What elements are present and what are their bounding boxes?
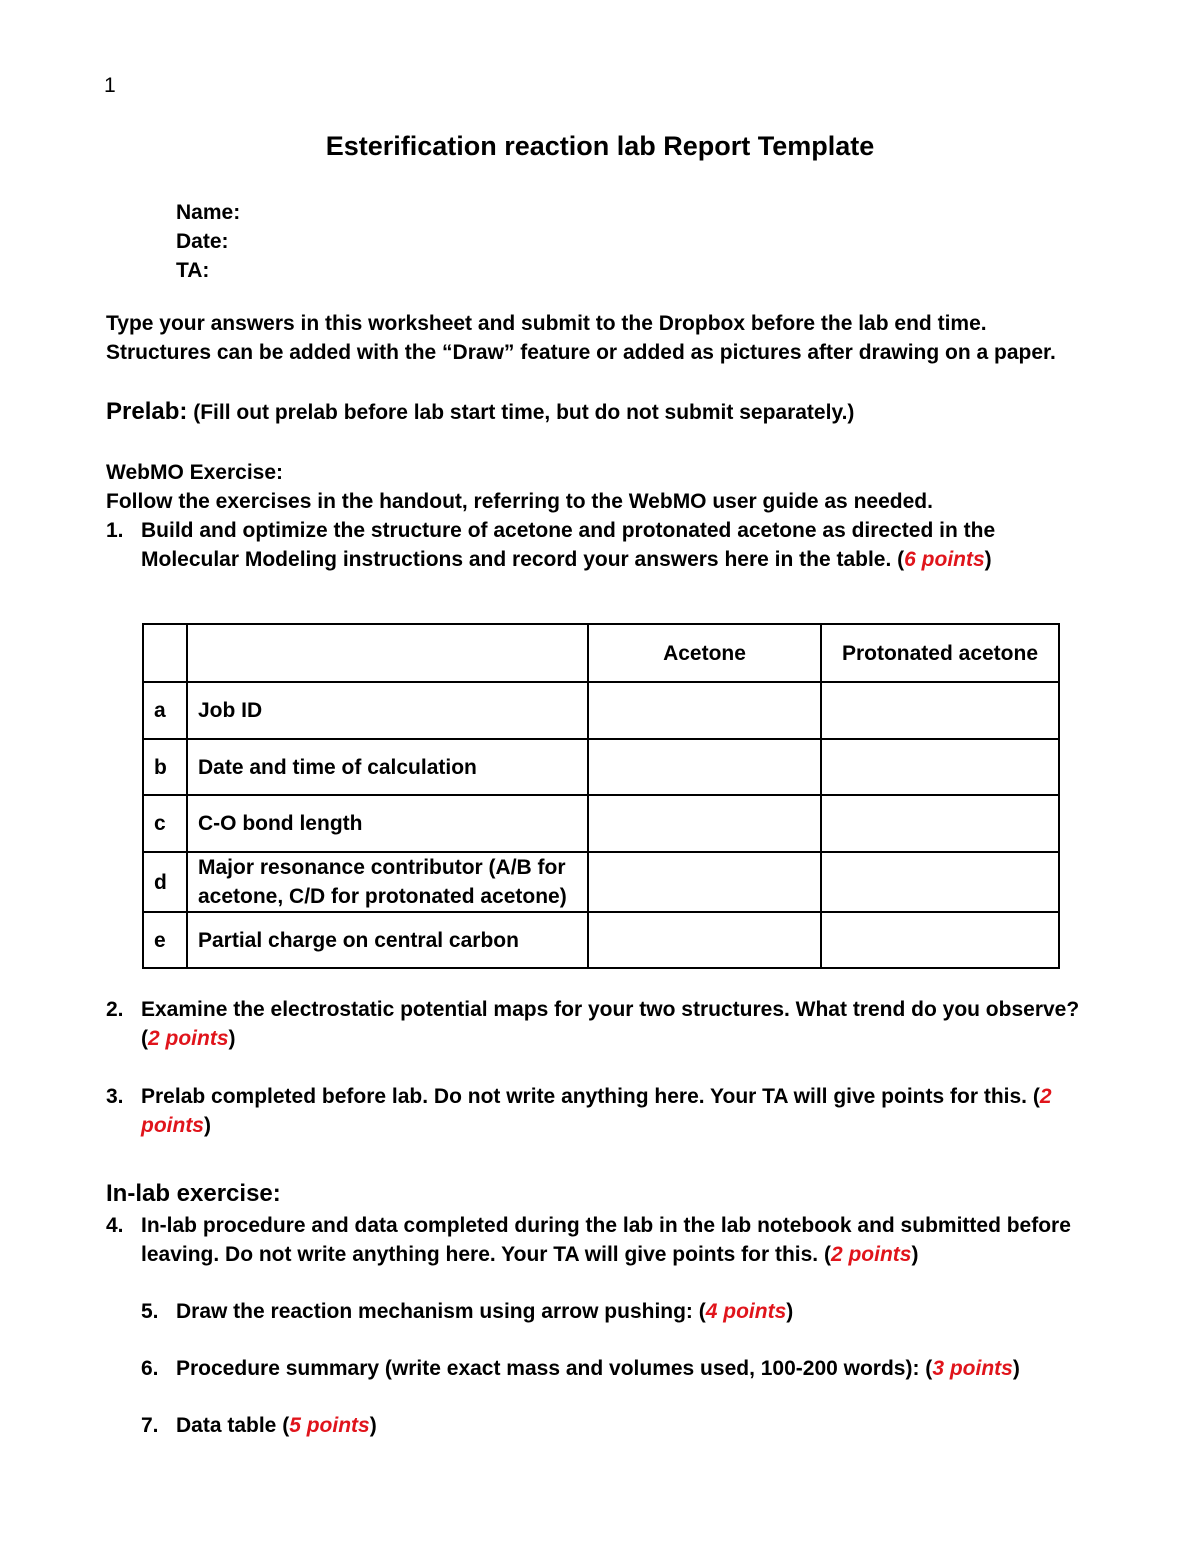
question-3-block <box>106 1082 1096 1140</box>
question-3 <box>106 1082 1096 1140</box>
question-number: 6. <box>141 1357 159 1380</box>
row-letter: a <box>143 682 187 739</box>
question-number: 1. <box>106 519 124 542</box>
row-label: C-O bond length <box>187 795 588 852</box>
row-letter: c <box>143 795 187 852</box>
header-fields <box>176 198 240 285</box>
webmo-section <box>106 458 1096 574</box>
table-header-cell <box>187 624 588 682</box>
question-text: Draw the reaction mechanism using arrow pushing: ( <box>176 1300 706 1323</box>
table-row <box>143 912 1059 968</box>
question-text: In-lab procedure and data completed during the lab in the lab notebook and submitted before leaving. Do not write anything here. Your TA will give points for this. ( <box>141 1214 1071 1266</box>
question-2-block <box>106 995 1096 1053</box>
molecular-data-table <box>142 623 1060 969</box>
question-5 <box>141 1297 1126 1326</box>
protonated-answer-cell[interactable] <box>821 739 1059 795</box>
protonated-answer-cell[interactable] <box>821 795 1059 852</box>
question-close: ) <box>228 1027 236 1050</box>
question-text: Examine the electrostatic potential maps for your two structures. What trend do you observe? ( <box>141 998 1080 1050</box>
question-close: ) <box>911 1243 919 1266</box>
row-letter: d <box>143 852 187 912</box>
question-number: 7. <box>141 1414 159 1437</box>
question-close: ) <box>204 1114 211 1137</box>
acetone-answer-cell[interactable] <box>588 795 821 852</box>
table-row <box>143 739 1059 795</box>
name-field-label: Name: <box>176 201 241 224</box>
row-label: Date and time of calculation <box>187 739 588 795</box>
protonated-answer-cell[interactable] <box>821 682 1059 739</box>
question-close: ) <box>984 548 992 571</box>
question-4-block <box>106 1211 1096 1269</box>
question-points: 2 points <box>148 1027 229 1050</box>
question-number: 2. <box>106 998 124 1021</box>
protonated-answer-cell[interactable] <box>821 912 1059 968</box>
row-label: Major resonance contributor (A/B for acetone, C/D for protonated acetone) <box>187 852 588 912</box>
row-letter: b <box>143 739 187 795</box>
question-6 <box>141 1354 1126 1383</box>
table-row <box>143 682 1059 739</box>
question-points: 3 points <box>932 1357 1013 1380</box>
question-7 <box>141 1411 1126 1440</box>
document-title: Esterification reaction lab Report Template <box>325 131 875 161</box>
question-text: Data table ( <box>176 1414 290 1437</box>
question-points: 5 points <box>289 1414 370 1437</box>
row-label: Job ID <box>187 682 588 739</box>
acetone-answer-cell[interactable] <box>588 912 821 968</box>
table-header-row <box>143 624 1059 682</box>
question-points: 2 points <box>141 1085 1052 1137</box>
prelab-title: Prelab: <box>106 398 188 425</box>
question-number: 3. <box>106 1085 124 1108</box>
acetone-answer-cell[interactable] <box>588 682 821 739</box>
webmo-instructions: Follow the exercises in the handout, referring to the WebMO user guide as needed. <box>106 490 933 513</box>
prelab-note: (Fill out prelab before lab start time, but do not submit separately.) <box>187 401 855 424</box>
webmo-heading: WebMO Exercise: <box>106 461 284 484</box>
row-letter: e <box>143 912 187 968</box>
question-text: Build and optimize the structure of acetone and protonated acetone as directed in the Molecular Modeling instructions and record your answers here in the table. ( <box>141 519 996 571</box>
question-points: 2 points <box>830 1243 912 1266</box>
question-text: Prelab completed before lab. Do not write anything here. Your TA will give points for this. ( <box>141 1085 1040 1108</box>
question-points: 6 points <box>904 548 985 571</box>
question-1 <box>106 516 1096 574</box>
question-text: Procedure summary (write exact mass and volumes used, 100-200 words): ( <box>176 1357 933 1380</box>
question-close: ) <box>369 1414 377 1437</box>
table-header-acetone: Acetone <box>588 624 821 682</box>
table-header-protonated-acetone: Protonated acetone <box>821 624 1059 682</box>
question-number: 5. <box>141 1300 159 1323</box>
ta-field-label: TA: <box>176 259 210 282</box>
question-number: 4. <box>106 1214 124 1237</box>
question-points: 4 points <box>705 1300 787 1323</box>
table-row <box>143 795 1059 852</box>
row-label: Partial charge on central carbon <box>187 912 588 968</box>
acetone-answer-cell[interactable] <box>588 852 821 912</box>
intro-instructions: Type your answers in this worksheet and submit to the Dropbox before the lab end time. Structures can be added with the “Draw” feature or added as pictures after drawing on a paper. <box>106 312 1056 364</box>
prelab-heading <box>106 398 854 426</box>
protonated-answer-cell[interactable] <box>821 852 1059 912</box>
inlab-heading: In-lab exercise: <box>106 1180 281 1207</box>
table-row <box>143 852 1059 912</box>
question-close: ) <box>1012 1357 1020 1380</box>
question-2 <box>106 995 1096 1053</box>
question-close: ) <box>786 1300 794 1323</box>
table-header-cell <box>143 624 187 682</box>
question-4 <box>106 1211 1096 1269</box>
acetone-answer-cell[interactable] <box>588 739 821 795</box>
page-number: 1 <box>104 74 116 97</box>
date-field-label: Date: <box>176 230 229 253</box>
